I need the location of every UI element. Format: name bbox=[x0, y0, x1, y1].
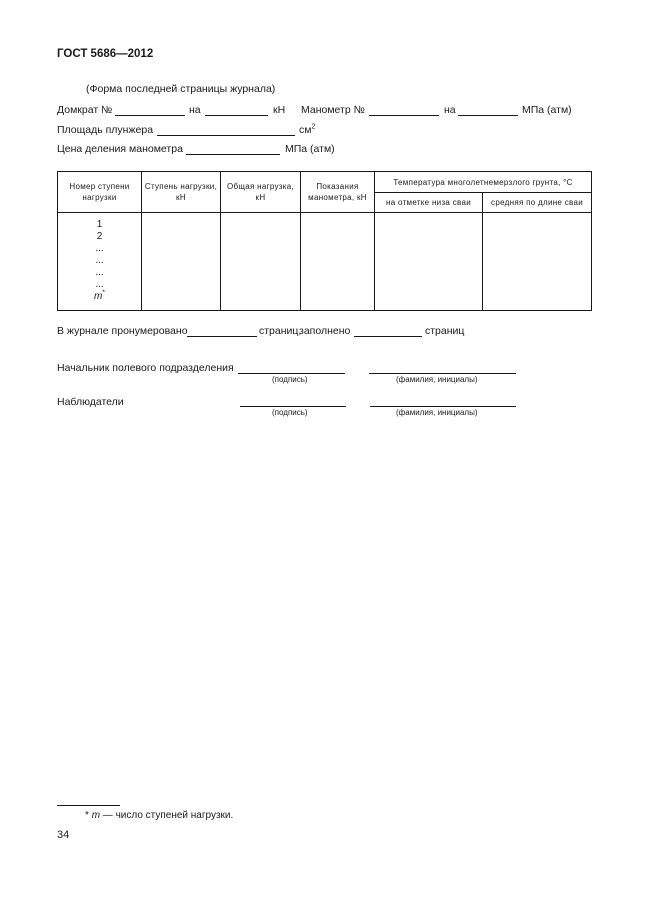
pages-numbered-blank[interactable] bbox=[187, 336, 257, 337]
pages-label-2: страниц bbox=[425, 325, 465, 337]
pages-numbered-label: В журнале пронумеровано bbox=[57, 325, 188, 337]
header-step-number: Номер ступени нагрузки bbox=[58, 172, 142, 213]
header-temp-bottom: на отметке низа сваи bbox=[375, 193, 483, 213]
observers-name-blank[interactable] bbox=[370, 406, 516, 407]
step-number-cell bbox=[58, 213, 142, 311]
log-table bbox=[57, 171, 592, 311]
observers-name-caption: (фамилия, инициалы) bbox=[396, 408, 478, 417]
form-title: (Форма последней страницы журнала) bbox=[86, 83, 276, 95]
readings-cell[interactable] bbox=[301, 213, 375, 311]
jack-load-blank[interactable] bbox=[205, 115, 268, 116]
header-temp-average: средняя по длине сваи bbox=[483, 193, 592, 213]
chief-signature-blank[interactable] bbox=[238, 373, 345, 374]
chief-name-caption: (фамилия, инициалы) bbox=[396, 375, 478, 384]
step-row: ... bbox=[95, 267, 104, 278]
jack-unit: кН bbox=[273, 104, 286, 116]
pages-filled-label: заполнено bbox=[299, 325, 351, 337]
scale-division-blank[interactable] bbox=[186, 154, 280, 155]
manometer-pressure-blank[interactable] bbox=[458, 115, 518, 116]
chief-label: Начальник полевого подразделения bbox=[57, 362, 234, 374]
jack-number-blank[interactable] bbox=[115, 115, 185, 116]
step-row: 2 bbox=[96, 231, 103, 242]
step-load-cell[interactable] bbox=[142, 213, 221, 311]
observers-label: Наблюдатели bbox=[57, 396, 124, 408]
total-load-cell[interactable] bbox=[221, 213, 301, 311]
step-row: ... bbox=[95, 255, 104, 266]
plunger-area-blank[interactable] bbox=[157, 135, 295, 136]
step-row: ... bbox=[95, 279, 104, 290]
pages-label-1: страниц, bbox=[259, 325, 302, 337]
header-step-load: Ступень нагрузки, кН bbox=[142, 172, 221, 213]
document-header: ГОСТ 5686—2012 bbox=[57, 48, 154, 60]
observers-signature-caption: (подпись) bbox=[272, 408, 308, 417]
observers-signature-blank[interactable] bbox=[240, 406, 346, 407]
plunger-area-label: Площадь плунжера bbox=[57, 124, 154, 136]
temp-bottom-cell[interactable] bbox=[375, 213, 483, 311]
header-total-load: Общая нагрузка, кН bbox=[221, 172, 301, 213]
manometer-number-blank[interactable] bbox=[369, 115, 439, 116]
scale-division-unit: МПа (атм) bbox=[285, 143, 335, 155]
manometer-at-label: на bbox=[444, 104, 456, 116]
footnote-rule bbox=[57, 805, 120, 806]
jack-at-label: на bbox=[189, 104, 201, 116]
header-temperature: Температура многолетнемерзлого грунта, °С bbox=[375, 172, 592, 193]
manometer-unit: МПа (атм) bbox=[522, 104, 572, 116]
step-row: 1 bbox=[96, 219, 103, 230]
chief-signature-caption: (подпись) bbox=[272, 375, 308, 384]
manometer-label: Манометр № bbox=[301, 104, 365, 116]
step-row-last: m* bbox=[93, 289, 106, 302]
temp-average-cell[interactable] bbox=[483, 213, 592, 311]
plunger-area-unit: $см^2$ bbox=[299, 123, 316, 136]
footnote: * m — число ступеней нагрузки. bbox=[85, 810, 234, 821]
jack-label: Домкрат № bbox=[57, 104, 113, 116]
pages-filled-blank[interactable] bbox=[354, 336, 422, 337]
scale-division-label: Цена деления манометра bbox=[57, 143, 183, 155]
header-manometer-readings: Показания манометра, кН bbox=[301, 172, 375, 213]
page-number: 34 bbox=[57, 829, 70, 841]
step-row: ... bbox=[95, 243, 104, 254]
chief-name-blank[interactable] bbox=[369, 373, 516, 374]
